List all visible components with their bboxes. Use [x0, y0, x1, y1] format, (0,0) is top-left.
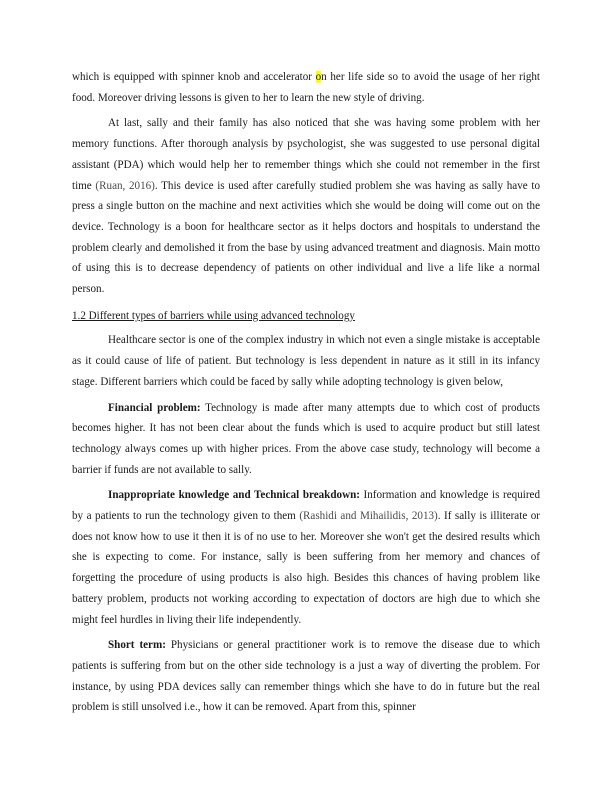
paragraph-2-text-b: . This device is used after carefully studied problem she was having as sally have to press a single button on the machine and next activities which she would be doing will come out on the device. Technology is a boon for healthcare sector as it helps doctors and hospitals to understand the problem clearly and demolished it from the base by using advanced treatment and diagnosis. Main motto of using this is to decrease dependency of patients on other individual and live a life like a normal person. [72, 179, 540, 296]
short-term-text: Physicians or general practitioner work is to remove the disease due to which patients is suffering from but on the other side technology is a just a way of diverting the problem. For instance, by using PDA devices sally can remember things which she have to do in future but the real problem is still unsolved i.e., how it can be removed. Apart from this, spinner [72, 639, 540, 714]
paragraph-1 [72, 67, 540, 108]
paragraph-knowledge-breakdown [72, 485, 540, 630]
section-heading: 1.2 Different types of barriers while using advanced technology [72, 309, 355, 322]
paragraph-1-text-b: n her life side so to avoid the usage of her right food. Moreover driving lessons is given to her to learn the new style of driving. [72, 71, 541, 104]
citation-ruan: (Ruan, 2016) [95, 179, 155, 192]
paragraph-3: Healthcare sector is one of the complex industry in which not even a single mistake is acceptable as it could cause of life of patient. But technology is less dependent in nature as it still in its infancy stage. Different barriers which could be faced by sally while adopting technology is given below, [72, 334, 540, 388]
knowledge-breakdown-text-b: . If sally is illiterate or does not know how to use it then it is of no use to her. Moreover she won't get the desired results which she is expecting to come. For instance, sally is been suffering from her memory and chances of forgetting the procedure of using products is also high. Besides this chances of having problem like battery problem, products not working according to expectation of doctors are high due to which she might feel hurdles in living their life independently. [72, 510, 540, 626]
paragraph-2-text-a: At last, sally and their family has also noticed that she was having some problem with her memory functions. After thorough analysis by psychologist, she was suggested to use personal digital assistant (PDA) which would help her to remember things which she could not remember in the first time [72, 117, 540, 192]
financial-problem-text: Technology is made after many attempts due to which cost of products becomes higher. It has not been clear about the funds which is used to acquire product but still latest technology always comes up with higher prices. From the above case study, technology will become a barrier if funds are not available to sally. [72, 401, 540, 476]
paragraph-financial-problem [72, 398, 540, 481]
financial-problem-label: Financial problem: [108, 401, 201, 414]
paragraph-2 [72, 113, 540, 299]
paragraph-1-text-a: which is equipped with spinner knob and accelerator [72, 71, 316, 83]
citation-rashidi: (Rashidi and Mihailidis, 2013) [299, 510, 438, 523]
knowledge-breakdown-text-a: Information and knowledge is required by a patients to run the technology given to them [72, 489, 540, 523]
short-term-label: Short term: [108, 639, 166, 652]
highlighted-text: o [315, 71, 322, 83]
paragraph-short-term [72, 635, 540, 718]
knowledge-breakdown-label: Inappropriate knowledge and Technical breakdown: [108, 489, 360, 502]
document-body [72, 67, 540, 718]
